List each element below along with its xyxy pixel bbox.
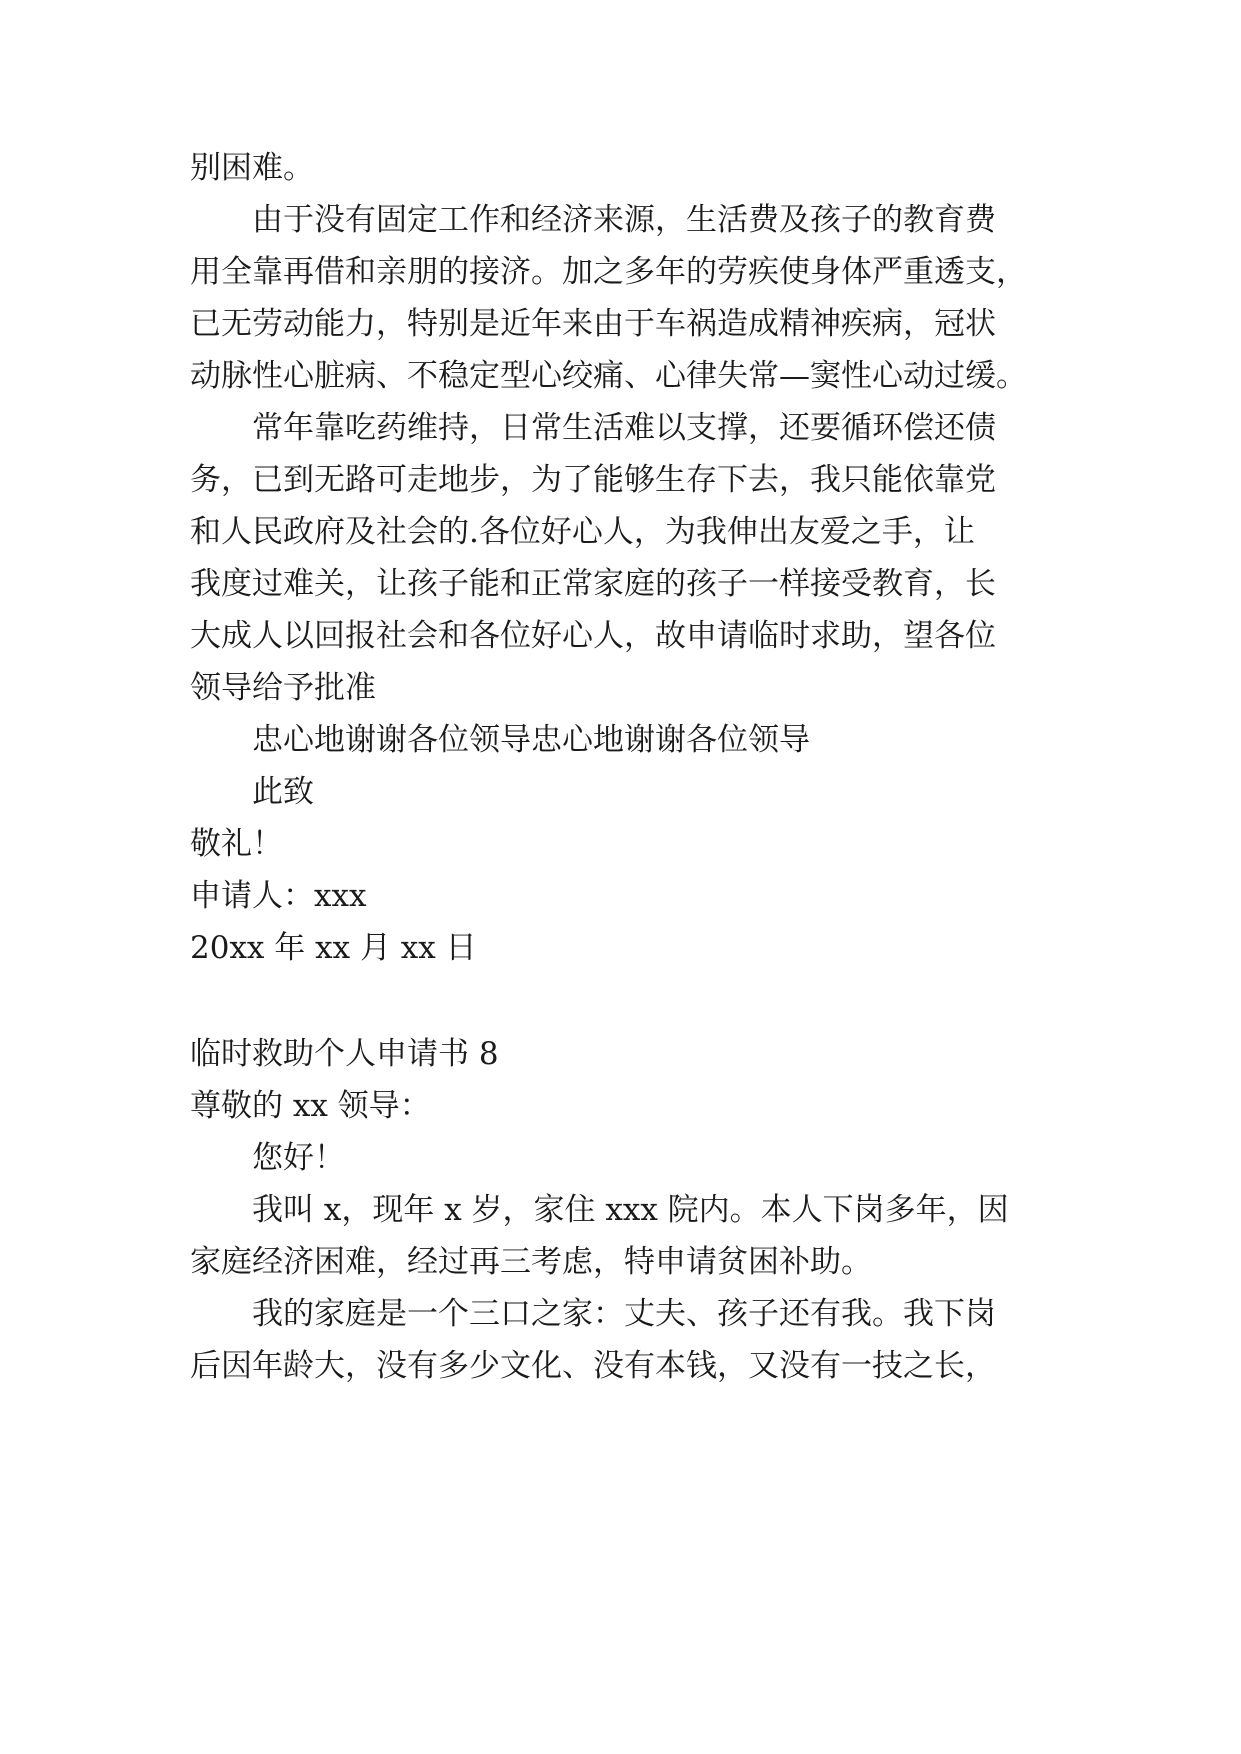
paragraph-line: 已无劳动能力，特别是近年来由于车祸造成精神疾病，冠状 (190, 306, 996, 342)
date-line: 20xx 年 xx 月 xx 日 (190, 930, 477, 966)
paragraph-line: 务，已到无路可走地步，为了能够生存下去，我只能依靠党 (190, 462, 996, 498)
thanks-line: 忠心地谢谢各位领导忠心地谢谢各位领导 (252, 722, 810, 758)
paragraph-line: 我叫 x，现年 x 岁，家住 xxx 院内。本人下岗多年，因 (252, 1192, 1009, 1228)
paragraph-line: 我度过难关，让孩子能和正常家庭的孩子一样接受教育，长 (190, 566, 996, 602)
greeting-line: 尊敬的 xx 领导： (190, 1088, 431, 1124)
greeting-line: 您好！ (252, 1140, 345, 1176)
paragraph-line: 后因年龄大，没有多少文化、没有本钱，又没有一技之长， (190, 1348, 996, 1384)
paragraph-line: 由于没有固定工作和经济来源，生活费及孩子的教育费 (252, 202, 996, 238)
applicant-line: 申请人：xxx (190, 878, 367, 914)
paragraph-line: 领导给予批准 (190, 670, 376, 706)
paragraph-line: 用全靠再借和亲朋的接济。加之多年的劳疾使身体严重透支， (190, 254, 1027, 290)
paragraph-line: 动脉性心脏病、不稳定型心绞痛、心律失常—窦性心动过缓。 (190, 358, 1027, 394)
paragraph-line: 别困难。 (190, 150, 314, 186)
salutation-line: 敬礼！ (190, 826, 283, 862)
paragraph-line: 我的家庭是一个三口之家：丈夫、孩子还有我。我下岗 (252, 1296, 996, 1332)
closing-line: 此致 (252, 774, 314, 810)
paragraph-line: 家庭经济困难，经过再三考虑，特申请贫困补助。 (190, 1244, 872, 1280)
paragraph-line: 大成人以回报社会和各位好心人，故申请临时求助，望各位 (190, 618, 996, 654)
paragraph-line: 和人民政府及社会的.各位好心人，为我伸出友爱之手，让 (190, 514, 975, 550)
paragraph-line: 常年靠吃药维持，日常生活难以支撑，还要循环偿还债 (252, 410, 996, 446)
section-title: 临时救助个人申请书 8 (190, 1036, 499, 1072)
